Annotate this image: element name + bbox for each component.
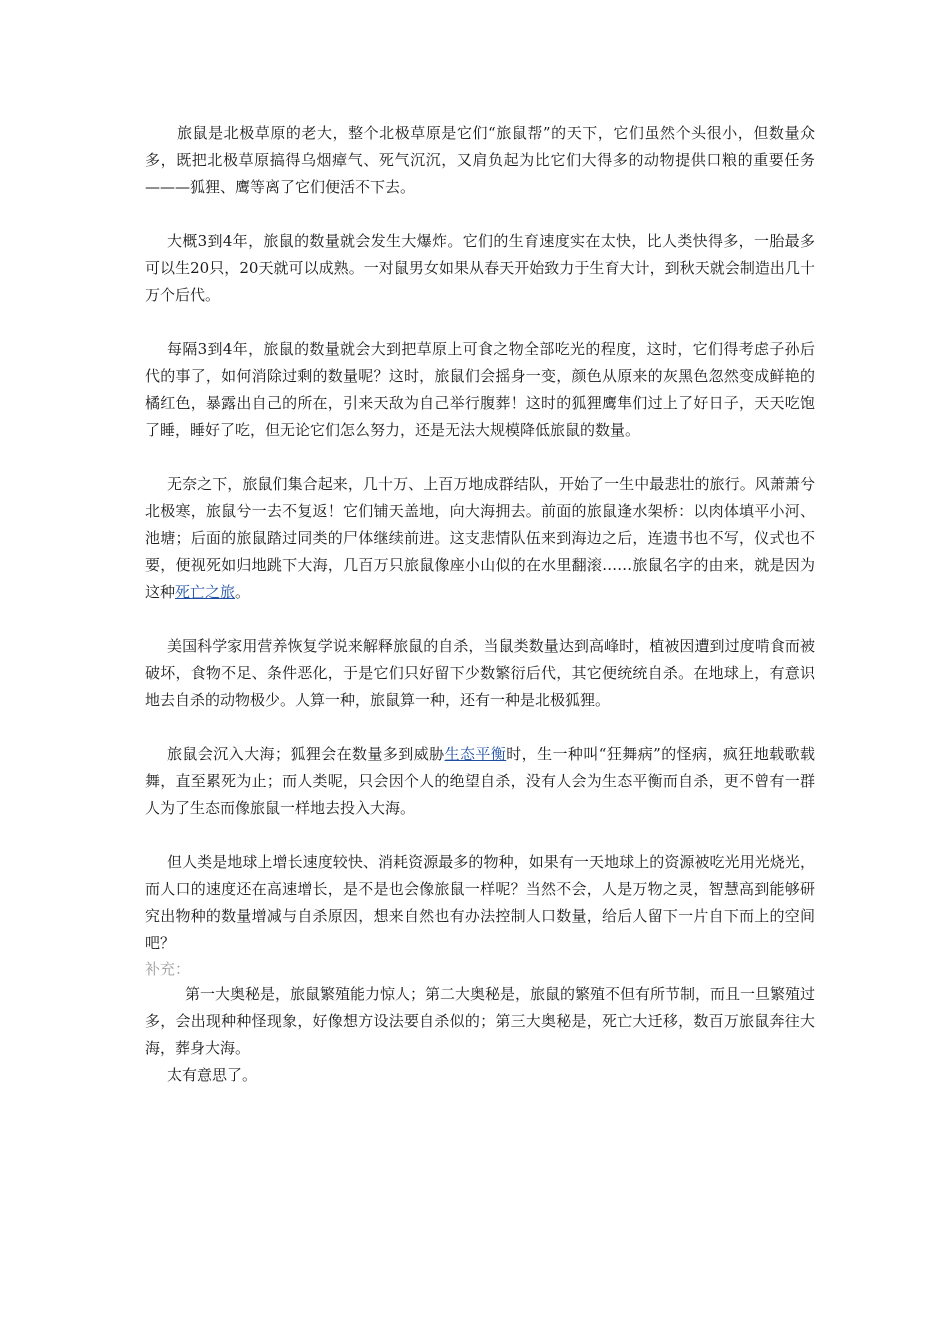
supplement-label: 补充： bbox=[145, 960, 191, 978]
paragraph-text: 时，生一种叫“狂舞病”的怪病，疯狂地载歌载舞，直至累死为止；而人类呢，只会因个人的绝望自杀，没有人会为生态平衡而自杀，更不曾有一群人为了生态而像旅鼠一样地去投入大海。 bbox=[145, 745, 815, 817]
paragraph-text: 无奈之下，旅鼠们集合起来，几十万、上百万地成群结队，开始了一生中最悲壮的旅行。风萧萧兮北极寒，旅鼠兮一去不复返！它们铺天盖地，向大海拥去。前面的旅鼠逢水架桥：以肉体填平小河、池塘；后面的旅鼠踏过同类的尸体继续前进。这支悲情队伍来到海边之后，连遗书也不写，仪式也不要，便视死如归地跳下大海，几百万只旅鼠像座小山似的在水里翻滚……旅鼠名字的由来，就是因为这种 bbox=[145, 475, 815, 601]
paragraph-text: 旅鼠会沉入大海；狐狸会在数量多到威胁 bbox=[167, 745, 445, 763]
supplement-text: 第一大奥秘是，旅鼠繁殖能力惊人；第二大奥秘是，旅鼠的繁殖不但有所节制，而且一旦繁殖过多，会出现种种怪现象，好像想方设法要自杀似的；第三大奥秘是，死亡大迁移，数百万旅鼠奔往大海，葬身大海。 bbox=[145, 985, 816, 1057]
paragraph-population-boom: 大概3到4年，旅鼠的数量就会发生大爆炸。它们的生育速度实在太快，比人类快得多，一胎最多可以生20只，20天就可以成熟。一对鼠男女如果从春天开始致力于生育大计，到秋天就会制造出几十万个后代。 bbox=[145, 232, 815, 304]
closing-remark: 太有意思了。 bbox=[167, 1066, 258, 1084]
ecological-balance-link[interactable]: 生态平衡 bbox=[444, 745, 507, 763]
paragraph-color-change: 每隔3到4年，旅鼠的数量就会大到把草原上可食之物全部吃光的程度，这时，它们得考虑子孙后代的事了，如何消除过剩的数量呢？这时，旅鼠们会摇身一变，颜色从原来的灰黑色忽然变成鲜艳的橘红色，暴露出自己的所在，引来天敌为自己举行腹葬！这时的狐狸鹰隼们过上了好日子，天天吃饱了睡，睡好了吃，但无论它们怎么努力，还是无法大规模降低旅鼠的数量。 bbox=[145, 340, 815, 439]
paragraph-intro: 旅鼠是北极草原的老大，整个北极草原是它们“旅鼠帮”的天下，它们虽然个头很小，但数量众多，既把北极草原搞得乌烟瘴气、死气沉沉，又肩负起为比它们大得多的动物提供口粮的重要任务———狐狸、鹰等离了它们便活不下去。 bbox=[145, 124, 815, 196]
paragraph-ecological-balance bbox=[145, 741, 815, 822]
paragraph-human-comparison: 但人类是地球上增长速度较快、消耗资源最多的物种，如果有一天地球上的资源被吃光用光烧光，而人口的速度还在高速增长，是不是也会像旅鼠一样呢？当然不会，人是万物之灵，智慧高到能够研究出物种的数量增减与自杀原因，想来自然也有办法控制人口数量，给后人留下一片自下而上的空间吧？ bbox=[145, 853, 815, 952]
death-journey-link[interactable]: 死亡之旅 bbox=[175, 583, 236, 601]
paragraph-text: 。 bbox=[235, 583, 251, 601]
article-body bbox=[145, 120, 815, 1089]
paragraph-death-migration bbox=[145, 471, 815, 606]
paragraph-scientific-explanation: 美国科学家用营养恢复学说来解释旅鼠的自杀，当鼠类数量达到高峰时，植被因遭到过度啃食而被破坏，食物不足、条件恶化，于是它们只好留下少数繁衍后代，其它便统统自杀。在地球上，有意识地去自杀的动物极少。人算一种，旅鼠算一种，还有一种是北极狐狸。 bbox=[145, 637, 815, 709]
